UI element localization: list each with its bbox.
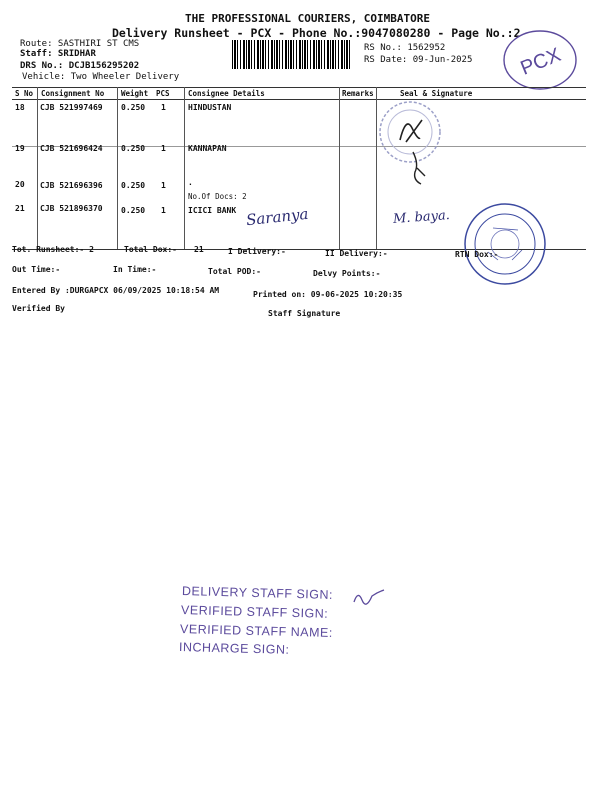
cell-pcs: 1 bbox=[161, 181, 166, 190]
stamp-delivery-staff-sign: DELIVERY STAFF SIGN: bbox=[181, 584, 334, 602]
rs-date-label: RS Date: 09-Jun-2025 bbox=[364, 55, 473, 65]
col-divider bbox=[339, 87, 340, 249]
col-header-consignee: Consignee Details bbox=[188, 89, 265, 98]
total-dox-value: 21 bbox=[194, 245, 204, 254]
cell-consignee: . bbox=[188, 178, 193, 187]
out-time: Out Time:- bbox=[12, 265, 61, 274]
col-header-sno: S No bbox=[15, 89, 34, 98]
table-top-rule bbox=[12, 87, 586, 88]
runsheet-title: Delivery Runsheet - PCX - Phone No.:9047080280 - Page No.:2 bbox=[112, 26, 521, 40]
rs-no-label: RS No.: 1562952 bbox=[364, 43, 446, 53]
printed-on: Printed on: 09-06-2025 10:20:35 bbox=[253, 290, 403, 299]
stamp-signature-mark bbox=[352, 588, 386, 608]
cell-sno: 18 bbox=[15, 103, 25, 112]
signature-saranya: Saranya bbox=[245, 204, 310, 230]
cell-weight: 0.250 bbox=[121, 206, 146, 215]
cell-consignee: KANNAPAN bbox=[188, 144, 227, 153]
col-header-pcs: PCS bbox=[156, 89, 170, 98]
col-header-consignment: Consignment No bbox=[41, 89, 105, 98]
cell-sno: 20 bbox=[15, 180, 25, 189]
col-divider bbox=[37, 87, 38, 249]
drs-no-label: DRS No.: DCJB156295202 bbox=[20, 61, 140, 71]
total-pod: Total POD:- bbox=[208, 267, 261, 276]
cell-weight: 0.250 bbox=[121, 144, 146, 153]
cell-docs-note: No.Of Docs: 2 bbox=[188, 192, 247, 201]
i-delivery: I Delivery:- bbox=[228, 247, 286, 256]
staff-label: Staff: SRIDHAR bbox=[20, 49, 96, 59]
cell-consignee: HINDUSTAN bbox=[188, 103, 232, 112]
cell-consignment: CJB 521696424 bbox=[40, 144, 103, 153]
signature-scribble-row19 bbox=[405, 150, 435, 186]
stamp-incharge-sign: INCHARGE SIGN: bbox=[178, 640, 290, 657]
cell-sno: 19 bbox=[15, 144, 25, 153]
staff-signature: Staff Signature bbox=[268, 309, 341, 318]
vehicle-label: Vehicle: Two Wheeler Delivery bbox=[22, 72, 180, 82]
cell-pcs: 1 bbox=[161, 144, 166, 153]
stamp-verified-staff-sign: VERIFIED STAFF SIGN: bbox=[180, 603, 329, 621]
cell-consignment: CJB 521896370 bbox=[40, 204, 103, 213]
company-title: THE PROFESSIONAL COURIERS, COIMBATORE bbox=[185, 12, 431, 25]
verified-by: Verified By bbox=[12, 304, 65, 313]
signature-mbaya: M. baya. bbox=[392, 208, 451, 227]
cell-sno: 21 bbox=[15, 204, 25, 213]
col-divider bbox=[184, 87, 185, 249]
col-header-weight: Weight bbox=[121, 89, 149, 98]
col-header-remarks: Remarks bbox=[342, 89, 374, 98]
col-header-seal: Seal & Signature bbox=[400, 89, 473, 98]
cell-pcs: 1 bbox=[161, 206, 166, 215]
in-time: In Time:- bbox=[113, 265, 157, 274]
route-label: Route: SASTHIRI ST CMS bbox=[20, 39, 140, 49]
col-divider bbox=[117, 87, 118, 249]
rtn-dox: RTN Dox:- bbox=[455, 250, 499, 259]
ii-delivery: II Delivery:- bbox=[325, 249, 388, 258]
pcx-stamp bbox=[500, 28, 580, 92]
cell-consignee: ICICI BANK bbox=[188, 206, 237, 215]
cell-weight: 0.250 bbox=[121, 103, 146, 112]
entered-by: Entered By :DURGAPCX 06/09/2025 10:18:54 AM bbox=[12, 286, 220, 295]
delvy-points: Delvy Points:- bbox=[313, 269, 381, 278]
barcode-image bbox=[232, 40, 352, 69]
cell-pcs: 1 bbox=[161, 103, 166, 112]
total-dox-label: Total Dox:- bbox=[124, 245, 177, 254]
tot-runsheet: Tot. Runsheet:- 2 bbox=[12, 245, 94, 254]
cell-consignment: CJB 521696396 bbox=[40, 181, 103, 190]
pcx-stamp-text: PCX bbox=[517, 43, 564, 80]
cell-weight: 0.250 bbox=[121, 181, 146, 190]
seal-stamp-row21 bbox=[458, 202, 548, 286]
table-header-rule bbox=[12, 99, 586, 100]
cell-consignment: CJB 521997469 bbox=[40, 103, 103, 112]
stamp-verified-staff-name: VERIFIED STAFF NAME: bbox=[179, 622, 333, 640]
